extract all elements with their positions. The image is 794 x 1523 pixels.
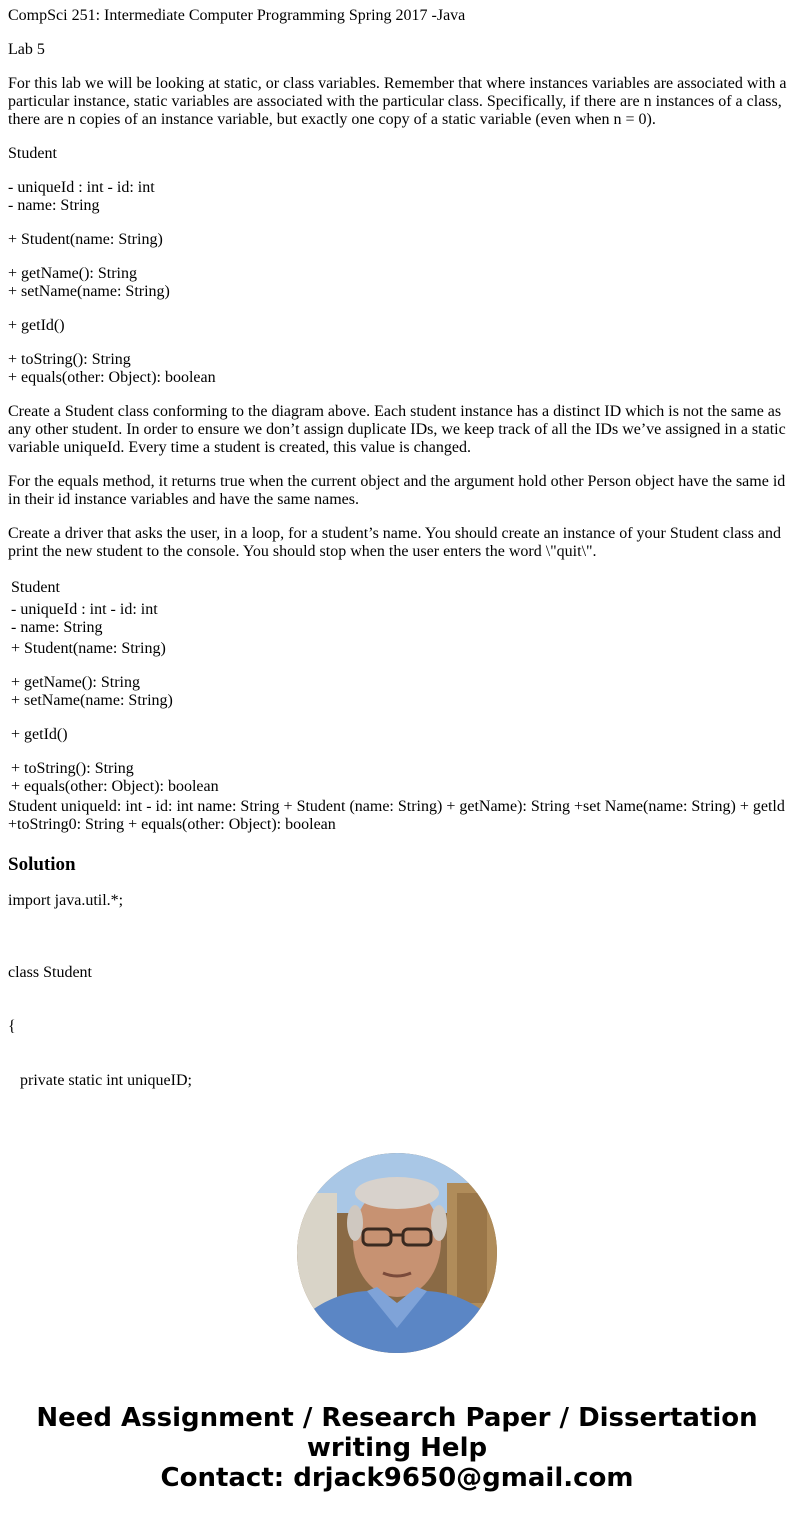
uml-table-method: + setName(name: String) xyxy=(11,692,173,709)
uml-field: - uniqueId : int - id: int xyxy=(8,179,155,196)
tutor-avatar xyxy=(297,1153,497,1353)
uml-table-getid: + getId() xyxy=(11,726,68,743)
tutor-portrait-image xyxy=(297,1153,497,1353)
uml-table-method: + equals(other: Object): boolean xyxy=(11,778,219,795)
uml-field: - name: String xyxy=(8,197,100,214)
uml-table-constructor: + Student(name: String) xyxy=(11,640,166,657)
banner-line: Need Assignment / Research Paper / Dissertation xyxy=(36,1403,758,1433)
code-import: import java.util.*; xyxy=(8,892,124,909)
uml-table xyxy=(8,579,788,796)
course-title: CompSci 251: Intermediate Computer Programming Spring 2017 -Java xyxy=(8,7,466,24)
banner-line: writing Help xyxy=(306,1433,488,1463)
uml-accessors xyxy=(8,265,788,301)
lab-title: Lab 5 xyxy=(8,41,45,58)
ocr-summary-line: Student uniqueld: int - id: int name: String + Student (name: String) + getName): String +set Name(name: String) + getld +toString0: String + equals(other: Object): boolean xyxy=(8,798,785,833)
uml-table-method: + getName(): String xyxy=(11,674,140,691)
code-line: private static int uniqueID; xyxy=(8,1072,192,1089)
uml-table-method: + toString(): String xyxy=(11,760,134,777)
code-line: { xyxy=(8,1018,16,1035)
uml-method: + setName(name: String) xyxy=(8,283,170,300)
uml-table-field: - uniqueId : int - id: int xyxy=(11,601,158,618)
uml-method: + getName(): String xyxy=(8,265,137,282)
uml-method: + equals(other: Object): boolean xyxy=(8,369,216,386)
uml-getid: + getId() xyxy=(8,317,65,334)
uml-constructor: + Student(name: String) xyxy=(8,231,163,248)
code-line: class Student xyxy=(8,964,92,981)
promo-banner xyxy=(0,1403,794,1493)
document-body xyxy=(8,0,788,1112)
code-block xyxy=(8,928,788,1112)
uml-method: + toString(): String xyxy=(8,351,131,368)
uml-table-field: - name: String xyxy=(11,619,103,636)
uml-table-class-name: Student xyxy=(11,579,60,596)
instruction-paragraph: Create a driver that asks the user, in a loop, for a student’s name. You should create an instance of your Student class and print the new student to the console. You should stop when the user enters the word \"quit\". xyxy=(8,525,781,560)
intro-paragraph: For this lab we will be looking at static, or class variables. Remember that where instances variables are associated with a particular instance, static variables are associated with the particular class. Specifically, if there are n instances of a class, there are n copies of an instance variable, but exactly one copy of a static variable (even when n = 0). xyxy=(8,75,787,128)
solution-heading: Solution xyxy=(8,854,76,875)
instruction-paragraph: For the equals method, it returns true when the current object and the argument hold other Person object have the same id in their id instance variables and have the same names. xyxy=(8,473,786,508)
uml-class-name: Student xyxy=(8,145,57,162)
uml-misc-methods xyxy=(8,351,788,387)
banner-contact: Contact: drjack9650@gmail.com xyxy=(160,1463,634,1493)
uml-fields xyxy=(8,179,788,215)
instruction-paragraph: Create a Student class conforming to the diagram above. Each student instance has a distinct ID which is not the same as any other student. In order to ensure we don’t assign duplicate IDs, we keep track of all the IDs we’ve assigned in a static variable uniqueId. Every time a student is created, this value is changed. xyxy=(8,403,786,456)
